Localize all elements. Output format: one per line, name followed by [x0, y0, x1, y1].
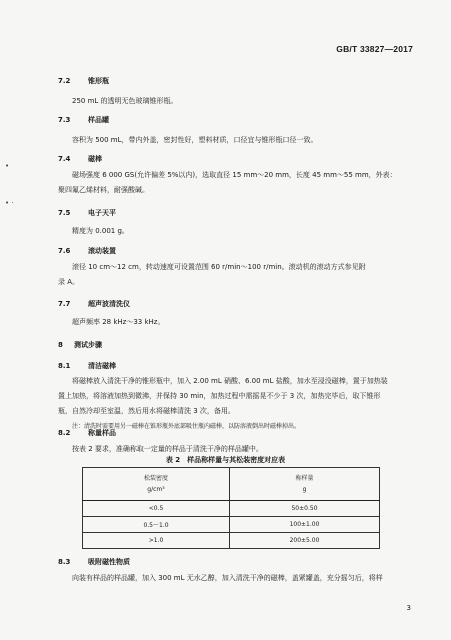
table-header-row: [83, 468, 380, 501]
section-body-8-3: 向装有样品的样品罐，加入 300 mL 无水乙醇，加入清洗干净的磁棒，盖紧罐盖，充分摇匀后，将样: [72, 574, 383, 582]
section-body-7-4: 磁场强度 6 000 GS(允许偏差 5%以内)，选取直径 15 mm～20 mm，长度 45 mm～55 mm，外表： 聚四氟乙烯材料，耐强酸碱。: [58, 171, 397, 194]
table-cell-density: <0.5: [83, 501, 230, 517]
table-header-weight: 称样量 g: [230, 468, 380, 501]
section-heading-7-3: 7.3 样品罐: [58, 116, 109, 124]
margin-mark: •: [5, 162, 10, 170]
section-body-7-2: 250 mL 的透明无色玻璃锥形瓶。: [72, 97, 178, 105]
section-body-7-7: 超声频率 28 kHz～33 kHz。: [72, 318, 165, 326]
section-heading-8-2: 8.2 称量样品: [58, 429, 116, 437]
section-body-7-3: 容积为 500 mL，带内外盖，密封性好，塑料材质，口径宜与锥形瓶口径一致。: [72, 136, 318, 144]
section-heading-8-1: 8.1 清洁磁棒: [58, 362, 116, 370]
table-cell-weight: 50±0.50: [230, 501, 380, 517]
section-note-8-1: 注：清洗时需要用另一磁棒在锥形瓶外底部吸住瓶内磁棒，以防溶液倒出时磁棒掉出。: [72, 423, 301, 430]
table-row: [83, 501, 380, 517]
table-row: [83, 517, 380, 533]
section-body-8-1: 将磁棒放入清洗干净的锥形瓶中，加入 2.00 mL 硝酸、6.00 mL 盐酸，加水至浸没磁棒，置于加热装 置上加热，将溶液加热到微沸，并保持 30 min，加热过程中需摇晃不少于 3 次，加热完毕后，取下锥形 瓶，自然冷却至室温，然后用水将磁棒清洗 3 次，备用。: [58, 377, 388, 415]
density-table: [82, 467, 380, 549]
section-heading-7-7: 7.7 超声波清洗仪: [58, 300, 130, 308]
standard-code: GB/T 33827—2017: [336, 44, 413, 54]
table-header-density: 松装密度 g/cm³: [83, 468, 230, 501]
margin-mark: • ·: [5, 199, 14, 207]
section-body-7-5: 精度为 0.001 g。: [72, 227, 129, 235]
section-body-7-6: 滚径 10 cm～12 cm，转动速度可设置范围 60 r/min～100 r/min。滚动机的滚动方式参见附 录 A。: [58, 263, 366, 286]
table-cell-density: 0.5～1.0: [83, 517, 230, 533]
section-heading-7-6: 7.6 滚动装置: [58, 247, 116, 255]
table-cell-weight: 100±1.00: [230, 517, 380, 533]
table-row: [83, 533, 380, 549]
section-heading-7-2: 7.2 锥形瓶: [58, 77, 109, 85]
section-heading-7-5: 7.5 电子天平: [58, 209, 116, 217]
section-heading-8-3: 8.3 吸附磁性物质: [58, 558, 130, 566]
page-number: 3: [406, 604, 411, 612]
table-cell-density: >1.0: [83, 533, 230, 549]
section-body-8-2: 按表 2 要求，准确称取一定量的样品于清洗干净的样品罐中。: [72, 445, 263, 453]
table-caption: 表 2 样品称样量与其松装密度对应表: [165, 456, 286, 464]
table-cell-weight: 200±5.00: [230, 533, 380, 549]
section-heading-8: 8 测试步骤: [58, 341, 102, 349]
section-heading-7-4: 7.4 磁棒: [58, 155, 102, 163]
